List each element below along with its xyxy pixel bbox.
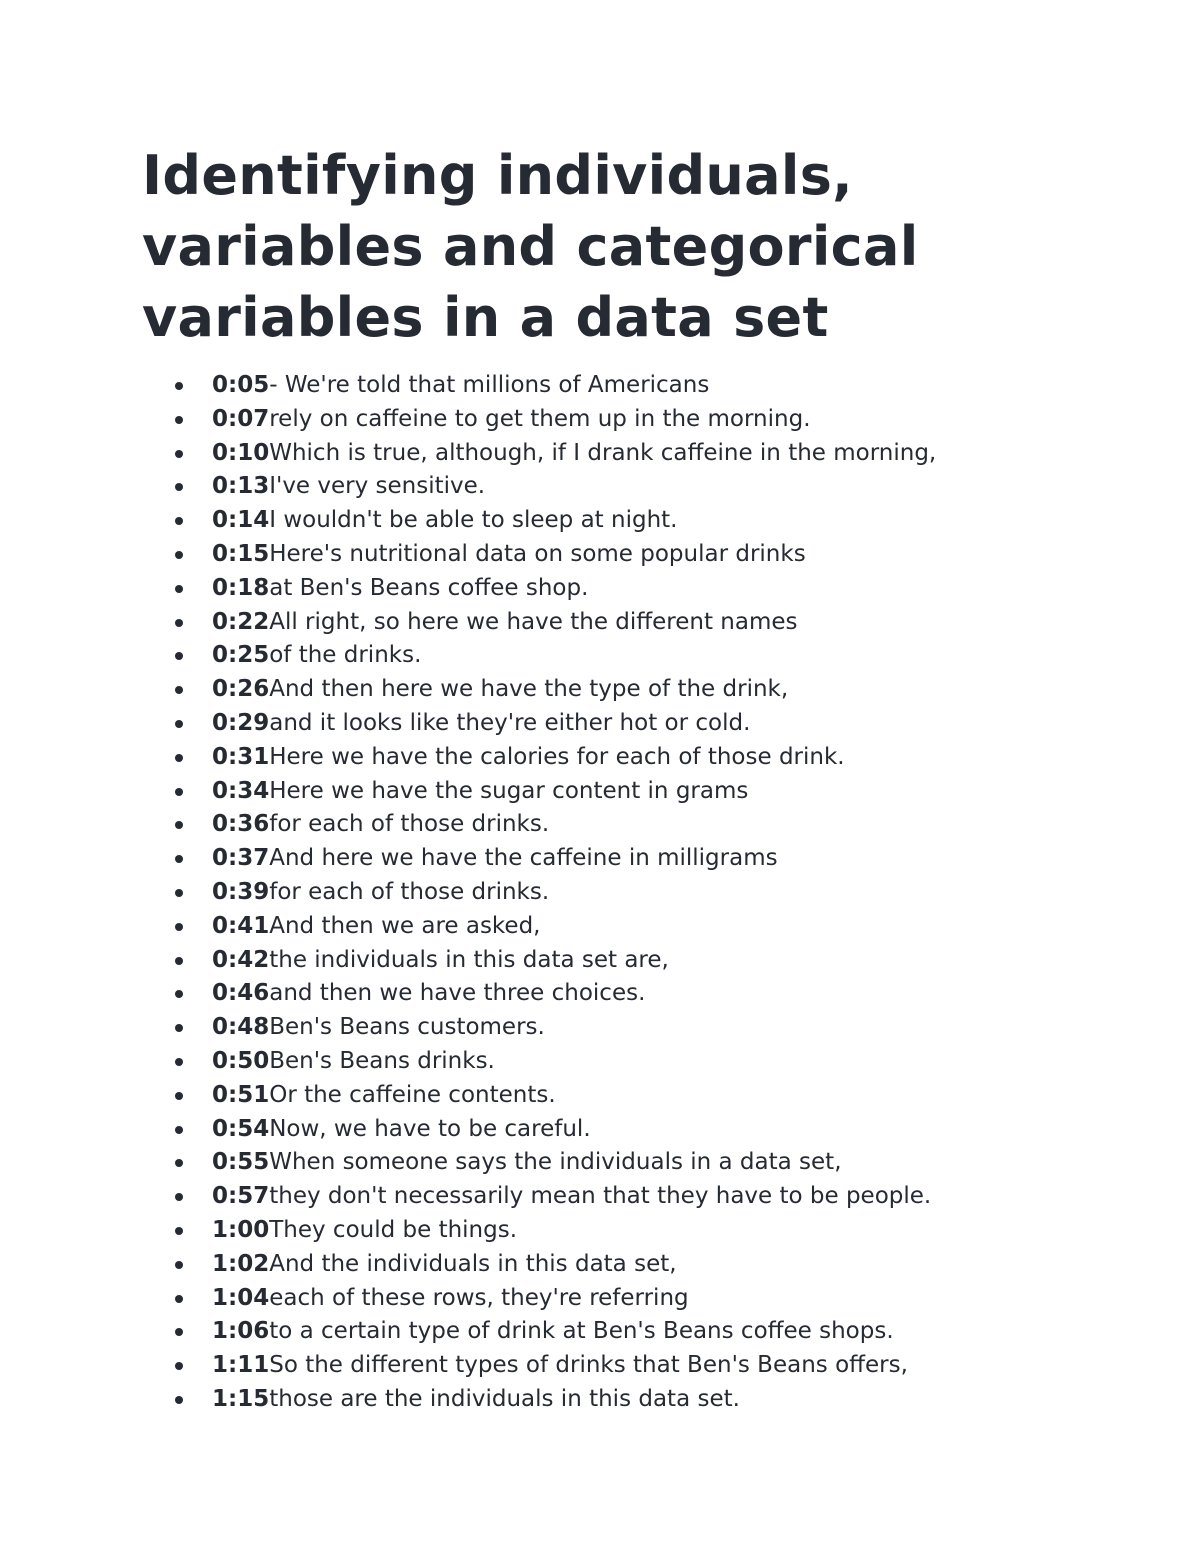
timestamp: 0:41	[212, 912, 270, 939]
transcript-entry	[142, 1079, 1102, 1113]
transcript-text: Now, we have to be careful.	[269, 1115, 591, 1142]
transcript-text: And then we are asked,	[269, 912, 541, 939]
timestamp: 0:29	[212, 709, 270, 736]
transcript-text: And here we have the caffeine in milligrams	[269, 845, 778, 872]
timestamp: 0:26	[212, 676, 270, 703]
timestamp: 0:42	[212, 946, 270, 973]
transcript-entry	[142, 741, 1102, 775]
transcript-text: and then we have three choices.	[269, 980, 646, 1007]
timestamp: 0:51	[212, 1081, 270, 1108]
bullet-icon	[175, 1092, 183, 1100]
transcript-entry	[142, 1349, 1102, 1383]
transcript-text: of the drinks.	[269, 642, 422, 669]
transcript-text: Ben's Beans customers.	[269, 1014, 545, 1041]
bullet-icon	[175, 382, 183, 390]
transcript-entry	[142, 606, 1102, 640]
transcript-entry	[142, 944, 1102, 978]
timestamp: 0:46	[212, 980, 270, 1007]
transcript-entry	[142, 1248, 1102, 1282]
transcript-text: for each of those drinks.	[269, 811, 550, 838]
transcript-text: Here we have the sugar content in grams	[269, 777, 749, 804]
bullet-icon	[175, 957, 183, 965]
timestamp: 0:31	[212, 743, 270, 770]
document-title: Identifying individuals, variables and categorical variables in a data set	[142, 144, 919, 349]
transcript-entry	[142, 808, 1102, 842]
timestamp: 0:07	[212, 405, 270, 432]
transcript-list	[142, 369, 1102, 1417]
timestamp: 0:54	[212, 1115, 270, 1142]
timestamp: 1:02	[212, 1250, 270, 1277]
transcript-text: Which is true, although, if I drank caffeine in the morning,	[269, 439, 937, 466]
bullet-icon	[175, 1058, 183, 1066]
transcript-text: those are the individuals in this data set.	[269, 1385, 740, 1412]
transcript-text: they don't necessarily mean that they have to be people.	[269, 1183, 932, 1210]
transcript-text: Here's nutritional data on some popular drinks	[269, 540, 806, 567]
bullet-icon	[175, 923, 183, 931]
transcript-entry	[142, 1180, 1102, 1214]
transcript-text: And the individuals in this data set,	[269, 1250, 677, 1277]
transcript-text: at Ben's Beans coffee shop.	[269, 574, 589, 601]
bullet-icon	[175, 1024, 183, 1032]
transcript-entry	[142, 876, 1102, 910]
bullet-icon	[175, 686, 183, 694]
timestamp: 0:50	[212, 1047, 270, 1074]
bullet-icon	[175, 450, 183, 458]
transcript-entry	[142, 504, 1102, 538]
transcript-text: Or the caffeine contents.	[269, 1081, 556, 1108]
transcript-text: Ben's Beans drinks.	[269, 1047, 495, 1074]
transcript-entry	[142, 470, 1102, 504]
transcript-text: for each of those drinks.	[269, 878, 550, 905]
bullet-icon	[175, 1193, 183, 1201]
transcript-text: Here we have the calories for each of those drink.	[269, 743, 845, 770]
bullet-icon	[175, 821, 183, 829]
transcript-text: the individuals in this data set are,	[269, 946, 669, 973]
transcript-text: to a certain type of drink at Ben's Beans coffee shops.	[269, 1318, 894, 1345]
transcript-text: All right, so here we have the different names	[269, 608, 798, 635]
transcript-entry	[142, 1214, 1102, 1248]
transcript-entry	[142, 1045, 1102, 1079]
timestamp: 0:39	[212, 878, 270, 905]
timestamp: 0:14	[212, 507, 270, 534]
bullet-icon	[175, 754, 183, 762]
bullet-icon	[175, 1396, 183, 1404]
transcript-entry	[142, 842, 1102, 876]
timestamp: 0:05	[212, 372, 270, 398]
bullet-icon	[175, 1159, 183, 1167]
transcript-text: I wouldn't be able to sleep at night.	[269, 507, 678, 534]
bullet-icon	[175, 720, 183, 728]
timestamp: 0:25	[212, 642, 270, 669]
transcript-entry	[142, 369, 1102, 403]
bullet-icon	[175, 483, 183, 491]
transcript-entry	[142, 673, 1102, 707]
timestamp: 0:18	[212, 574, 270, 601]
transcript-text: each of these rows, they're referring	[269, 1284, 689, 1311]
timestamp: 0:22	[212, 608, 270, 635]
transcript-entry	[142, 1146, 1102, 1180]
transcript-text: And then here we have the type of the drink,	[269, 676, 789, 703]
timestamp: 0:34	[212, 777, 270, 804]
timestamp: 0:37	[212, 845, 270, 872]
transcript-entry	[142, 1113, 1102, 1147]
document-page	[142, 140, 1102, 1417]
transcript-entry	[142, 775, 1102, 809]
transcript-entry	[142, 572, 1102, 606]
timestamp: 1:06	[212, 1318, 270, 1345]
timestamp: 1:15	[212, 1385, 270, 1412]
timestamp: 0:48	[212, 1014, 270, 1041]
transcript-entry	[142, 1383, 1102, 1417]
bullet-icon	[175, 1362, 183, 1370]
bullet-icon	[175, 889, 183, 897]
bullet-icon	[175, 619, 183, 627]
bullet-icon	[175, 1227, 183, 1235]
bullet-icon	[175, 1328, 183, 1336]
transcript-entry	[142, 403, 1102, 437]
bullet-icon	[175, 855, 183, 863]
transcript-text: They could be things.	[269, 1216, 518, 1243]
transcript-entry	[142, 437, 1102, 471]
transcript-text: I've very sensitive.	[269, 473, 486, 500]
transcript-text: So the different types of drinks that Ben's Beans offers,	[269, 1352, 908, 1379]
bullet-icon	[175, 551, 183, 559]
timestamp: 0:36	[212, 811, 270, 838]
bullet-icon	[175, 1126, 183, 1134]
transcript-entry	[142, 707, 1102, 741]
transcript-entry	[142, 910, 1102, 944]
transcript-text: and it looks like they're either hot or cold.	[269, 709, 751, 736]
bullet-icon	[175, 416, 183, 424]
transcript-text: rely on caffeine to get them up in the morning.	[269, 405, 811, 432]
bullet-icon	[175, 788, 183, 796]
timestamp: 0:55	[212, 1149, 270, 1176]
transcript-text: - We're told that millions of Americans	[269, 372, 710, 398]
transcript-entry	[142, 1315, 1102, 1349]
timestamp: 0:57	[212, 1183, 270, 1210]
bullet-icon	[175, 1295, 183, 1303]
transcript-entry	[142, 977, 1102, 1011]
timestamp: 1:00	[212, 1216, 270, 1243]
transcript-entry	[142, 639, 1102, 673]
bullet-icon	[175, 990, 183, 998]
bullet-icon	[175, 585, 183, 593]
timestamp: 0:13	[212, 473, 270, 500]
timestamp: 0:10	[212, 439, 270, 466]
transcript-entry	[142, 538, 1102, 572]
transcript-entry	[142, 1282, 1102, 1316]
bullet-icon	[175, 652, 183, 660]
timestamp: 0:15	[212, 540, 270, 567]
timestamp: 1:11	[212, 1352, 270, 1379]
bullet-icon	[175, 517, 183, 525]
transcript-entry	[142, 1011, 1102, 1045]
transcript-text: When someone says the individuals in a data set,	[269, 1149, 842, 1176]
timestamp: 1:04	[212, 1284, 270, 1311]
bullet-icon	[175, 1261, 183, 1269]
